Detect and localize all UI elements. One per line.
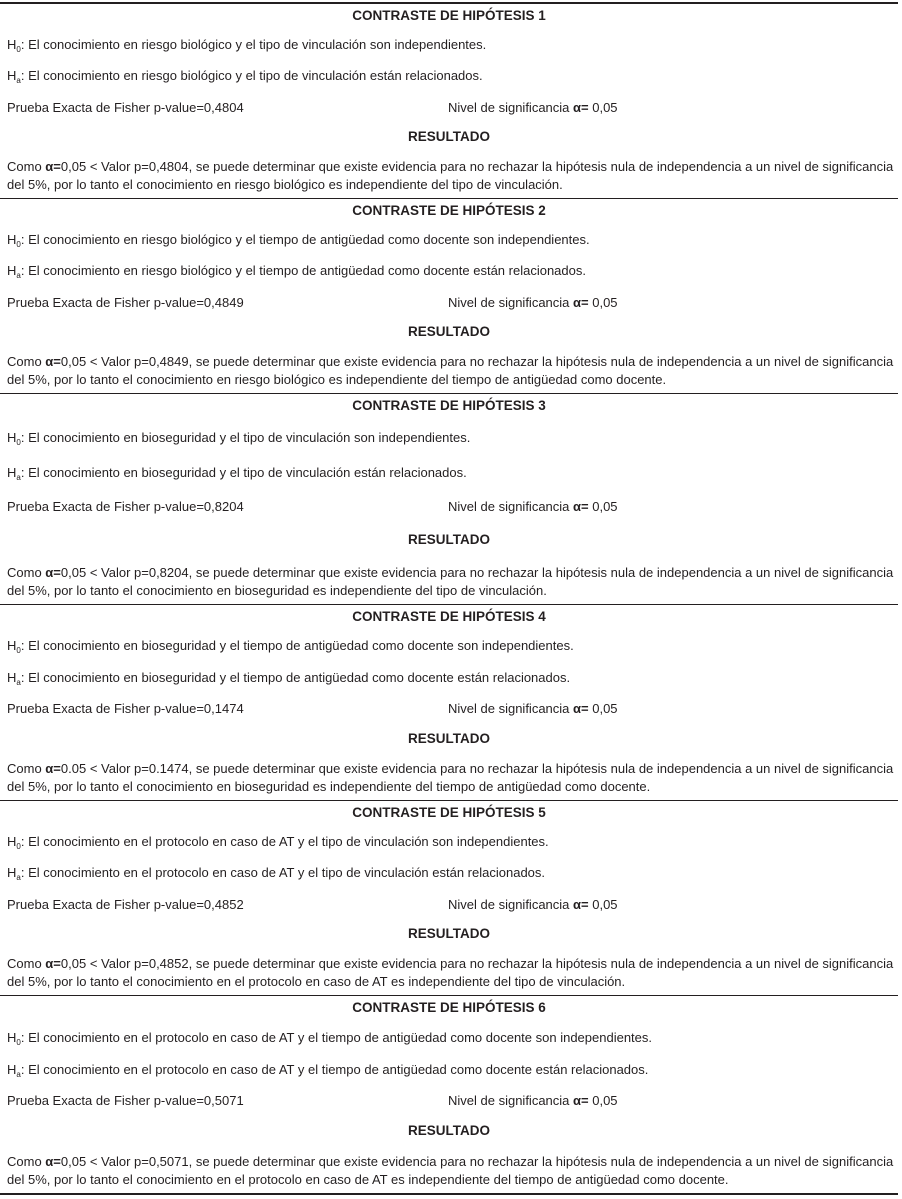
hypothesis-section-4 (0, 605, 898, 801)
alt-hypothesis (0, 865, 898, 882)
ha-text: : El conocimiento en riesgo biológico y el tipo de vinculación están relacionados. (20, 68, 483, 84)
result-heading: RESULTADO (408, 128, 490, 144)
h-label: H (7, 232, 17, 248)
conclusion (0, 955, 898, 991)
alpha-symbol: α= (573, 99, 589, 115)
alpha-value: 0,05 (60, 955, 87, 971)
h-sub: a (16, 1069, 21, 1079)
significance-level (448, 499, 618, 514)
h-sub: a (16, 677, 21, 687)
alpha-symbol: α= (45, 564, 61, 580)
h0-text: : El conocimiento en bioseguridad y el tipo de vinculación son independientes. (20, 430, 471, 446)
section-title: CONTRASTE DE HIPÓTESIS 1 (352, 8, 546, 23)
section-title: CONTRASTE DE HIPÓTESIS 2 (352, 203, 546, 218)
como: Como (7, 564, 46, 580)
h-label: H (7, 834, 17, 850)
alpha-value: 0,05 (60, 353, 87, 369)
conclusion-text: , se puede determinar que existe evidencia para no rechazar la hipótesis nula de independencia a un nivel de significancia del 5%, por lo tanto el conocimiento en riesgo biológico es independiente del tiempo de antigüedad como docente. (7, 353, 894, 387)
section-title: CONTRASTE DE HIPÓTESIS 4 (352, 609, 546, 624)
hypothesis-section-2 (0, 199, 898, 394)
fisher-label: Prueba Exacta de Fisher p-value= (7, 294, 204, 310)
h0-text: : El conocimiento en riesgo biológico y el tiempo de antigüedad como docente son independientes. (20, 232, 590, 248)
alpha-symbol: α= (45, 353, 61, 369)
alpha-symbol: α= (45, 1153, 61, 1169)
h-sub: 0 (16, 646, 21, 656)
alpha-value: 0,05 (588, 294, 618, 310)
h-sub: a (16, 873, 21, 883)
alpha-value: 0,05 (60, 158, 87, 174)
alpha-value: 0,05 (60, 1153, 87, 1169)
p-value: 0,8204 (148, 564, 189, 580)
lt-valor: < Valor p= (86, 760, 149, 776)
conclusion-text: , se puede determinar que existe evidencia para no rechazar la hipótesis nula de independencia a un nivel de significancia del 5%, por lo tanto el conocimiento en riesgo biológico es independiente del tipo de vinculación. (7, 158, 894, 192)
h-label: H (7, 638, 17, 654)
section-title: CONTRASTE DE HIPÓTESIS 6 (352, 1000, 546, 1015)
alpha-symbol: α= (45, 158, 61, 174)
hypothesis-section-1 (0, 4, 898, 199)
conclusion-text: , se puede determinar que existe evidencia para no rechazar la hipótesis nula de independencia a un nivel de significancia del 5%, por lo tanto el conocimiento en bioseguridad es independiente del tiempo de antigüedad como docente. (7, 760, 894, 794)
p-value: 0,4804 (203, 99, 244, 115)
h-sub: a (16, 271, 21, 281)
fisher-pvalue (7, 701, 448, 716)
result-heading: RESULTADO (408, 323, 490, 339)
significance-level (448, 100, 618, 115)
h-sub: 0 (16, 45, 21, 55)
h-sub: 0 (16, 240, 21, 250)
null-hypothesis (0, 37, 898, 54)
como: Como (7, 1153, 46, 1169)
test-row (0, 499, 898, 514)
null-hypothesis (0, 834, 898, 851)
result-heading: RESULTADO (408, 531, 490, 547)
alt-hypothesis (0, 68, 898, 85)
h0-text: : El conocimiento en bioseguridad y el tiempo de antigüedad como docente son independientes. (20, 638, 574, 654)
p-value: 0,5071 (148, 1153, 189, 1169)
fisher-pvalue (7, 897, 448, 912)
conclusion (0, 353, 898, 389)
nivel-label: Nivel de significancia (448, 99, 574, 115)
p-value: 0.1474 (148, 760, 189, 776)
test-row (0, 1093, 898, 1108)
test-row (0, 295, 898, 310)
p-value: 0,4852 (203, 896, 244, 912)
como: Como (7, 955, 46, 971)
p-value: 0,4852 (148, 955, 189, 971)
ha-text: : El conocimiento en el protocolo en caso de AT y el tiempo de antigüedad como docente están relacionados. (20, 1061, 649, 1077)
h-label: H (7, 37, 17, 53)
h-sub: 0 (16, 842, 21, 852)
fisher-pvalue (7, 499, 448, 514)
p-value: 0,4849 (148, 353, 189, 369)
lt-valor: < Valor p= (86, 353, 149, 369)
test-row (0, 897, 898, 912)
como: Como (7, 760, 46, 776)
h0-text: : El conocimiento en el protocolo en caso de AT y el tipo de vinculación son independientes. (20, 834, 549, 850)
nivel-label: Nivel de significancia (448, 294, 574, 310)
fisher-label: Prueba Exacta de Fisher p-value= (7, 896, 204, 912)
nivel-label: Nivel de significancia (448, 701, 574, 717)
null-hypothesis (0, 1030, 898, 1047)
result-heading: RESULTADO (408, 1123, 490, 1139)
significance-level (448, 701, 618, 716)
alt-hypothesis (0, 1062, 898, 1079)
h-sub: 0 (16, 1037, 21, 1047)
section-title: CONTRASTE DE HIPÓTESIS 3 (352, 398, 546, 413)
conclusion-text: , se puede determinar que existe evidencia para no rechazar la hipótesis nula de independencia a un nivel de significancia del 5%, por lo tanto el conocimiento en el protocolo en caso de AT es independiente del tipo de vinculación. (7, 955, 894, 989)
alpha-value: 0,05 (588, 99, 618, 115)
result-heading: RESULTADO (408, 925, 490, 941)
p-value: 0,1474 (203, 701, 244, 717)
section-title: CONTRASTE DE HIPÓTESIS 5 (352, 805, 546, 820)
alt-hypothesis (0, 670, 898, 687)
h-sub: 0 (16, 438, 21, 448)
ha-text: : El conocimiento en riesgo biológico y el tiempo de antigüedad como docente están relacionados. (20, 263, 586, 279)
alpha-value: 0,05 (588, 896, 618, 912)
nivel-label: Nivel de significancia (448, 1093, 574, 1109)
conclusion-text: , se puede determinar que existe evidencia para no rechazar la hipótesis nula de independencia a un nivel de significancia del 5%, por lo tanto el conocimiento en bioseguridad es independiente del tipo de vinculación. (7, 564, 894, 598)
p-value: 0,5071 (203, 1093, 244, 1109)
conclusion (0, 1153, 898, 1189)
lt-valor: < Valor p= (86, 564, 149, 580)
null-hypothesis (0, 638, 898, 655)
alpha-value: 0,05 (588, 701, 618, 717)
significance-level (448, 1093, 618, 1108)
lt-valor: < Valor p= (86, 955, 149, 971)
nivel-label: Nivel de significancia (448, 896, 574, 912)
hypothesis-section-6 (0, 996, 898, 1195)
ha-text: : El conocimiento en el protocolo en caso de AT y el tipo de vinculación están relacionados. (20, 865, 546, 881)
alpha-symbol: α= (573, 499, 589, 515)
p-value: 0,4804 (148, 158, 189, 174)
conclusion (0, 760, 898, 796)
ha-text: : El conocimiento en bioseguridad y el tipo de vinculación están relacionados. (20, 464, 467, 480)
h-label: H (7, 1061, 17, 1077)
alpha-symbol: α= (45, 955, 61, 971)
h-label: H (7, 68, 17, 84)
como: Como (7, 158, 46, 174)
result-heading: RESULTADO (408, 730, 490, 746)
alpha-value: 0,05 (588, 1093, 618, 1109)
h0-text: : El conocimiento en el protocolo en caso de AT y el tiempo de antigüedad como docente son independientes. (20, 1029, 653, 1045)
alpha-symbol: α= (573, 1093, 589, 1109)
h-label: H (7, 865, 17, 881)
h-label: H (7, 430, 17, 446)
alpha-value: 0.05 (60, 760, 87, 776)
conclusion (0, 564, 898, 600)
fisher-pvalue (7, 1093, 448, 1108)
hypothesis-section-5 (0, 801, 898, 996)
fisher-pvalue (7, 295, 448, 310)
p-value: 0,8204 (203, 499, 244, 515)
h-label: H (7, 1029, 17, 1045)
nivel-label: Nivel de significancia (448, 499, 574, 515)
conclusion-text: , se puede determinar que existe evidencia para no rechazar la hipótesis nula de independencia a un nivel de significancia del 5%, por lo tanto el conocimiento en el protocolo en caso de AT es independiente del tiempo de antigüedad como docente. (7, 1153, 894, 1187)
null-hypothesis (0, 430, 898, 447)
fisher-label: Prueba Exacta de Fisher p-value= (7, 701, 204, 717)
hypothesis-table (0, 2, 898, 1195)
alpha-symbol: α= (573, 294, 589, 310)
alpha-symbol: α= (573, 701, 589, 717)
conclusion (0, 158, 898, 194)
h0-text: : El conocimiento en riesgo biológico y el tipo de vinculación son independientes. (20, 37, 487, 53)
h-label: H (7, 464, 17, 480)
h-sub: a (16, 472, 21, 482)
p-value: 0,4849 (203, 294, 244, 310)
fisher-label: Prueba Exacta de Fisher p-value= (7, 499, 204, 515)
hypothesis-section-3 (0, 394, 898, 605)
lt-valor: < Valor p= (86, 1153, 149, 1169)
significance-level (448, 295, 618, 310)
null-hypothesis (0, 232, 898, 249)
alpha-value: 0,05 (588, 499, 618, 515)
test-row (0, 701, 898, 716)
ha-text: : El conocimiento en bioseguridad y el tiempo de antigüedad como docente están relacionados. (20, 669, 571, 685)
alt-hypothesis (0, 263, 898, 280)
fisher-label: Prueba Exacta de Fisher p-value= (7, 99, 204, 115)
alpha-symbol: α= (45, 760, 61, 776)
test-row (0, 100, 898, 115)
alpha-symbol: α= (573, 896, 589, 912)
h-sub: a (16, 76, 21, 86)
alpha-value: 0,05 (60, 564, 87, 580)
fisher-label: Prueba Exacta de Fisher p-value= (7, 1093, 204, 1109)
como: Como (7, 353, 46, 369)
fisher-pvalue (7, 100, 448, 115)
h-label: H (7, 263, 17, 279)
lt-valor: < Valor p= (86, 158, 149, 174)
significance-level (448, 897, 618, 912)
h-label: H (7, 669, 17, 685)
alt-hypothesis (0, 465, 898, 482)
